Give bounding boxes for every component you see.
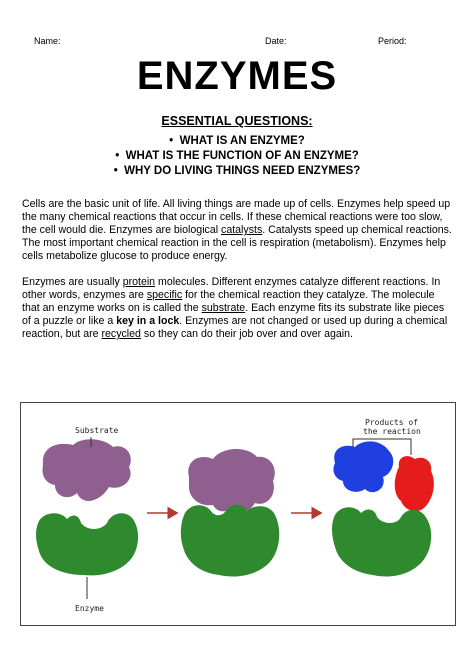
- substrate-bound-shape: [188, 449, 274, 512]
- substrate-label: Substrate: [75, 426, 119, 435]
- products-label-line2: the reaction: [363, 427, 421, 436]
- intro-paragraph: [22, 198, 454, 263]
- text-run: . Each enzyme fits its substrate like pieces of a puzzle or like a: [22, 302, 445, 328]
- term-specific: specific: [146, 289, 183, 302]
- text-run: Cells are the basic unit of life. All living things are made up of cells. Enzymes help speed up the many chemical reactions that occur in cells. If these chemical reactions were too slow, the cell would die. Enzymes are biological: [22, 198, 451, 237]
- essential-questions-heading: ESSENTIAL QUESTIONS:: [161, 114, 313, 128]
- enzyme-released-shape: [332, 507, 431, 576]
- text-run: . Enzymes are not changed or used up during a chemical reaction, but are: [22, 315, 448, 341]
- term-recycled: recycled: [101, 328, 141, 341]
- enzyme-label: Enzyme: [75, 604, 104, 613]
- product-red-shape: [395, 456, 434, 511]
- text-run: so they can do their job over and over again.: [140, 328, 353, 341]
- essential-questions-list: [0, 134, 474, 179]
- products-label-line1: Products of: [365, 418, 418, 427]
- substrate-shape: [43, 439, 131, 501]
- text-run: . Catalysts speed up chemical reactions. The most important chemical reaction in the cell is respiration (metabolism). Enzymes help cells metabolize glucose to produce energy.: [22, 224, 452, 263]
- enzyme-complex-shape: [181, 505, 279, 577]
- date-label: Date:: [265, 36, 287, 46]
- essential-question-item: • WHAT IS AN ENZYME?: [0, 134, 474, 149]
- name-label: Name:: [34, 36, 61, 46]
- period-label: Period:: [378, 36, 407, 46]
- essential-question-item: • WHY DO LIVING THINGS NEED ENZYMES?: [0, 164, 474, 179]
- text-run: molecules. Different enzymes catalyze different reactions. In other words, enzymes are: [22, 276, 441, 302]
- page-title: ENZYMES: [136, 54, 338, 98]
- enzyme-paragraph: [22, 276, 454, 341]
- term-protein: protein: [122, 276, 156, 288]
- essential-question-item: • WHAT IS THE FUNCTION OF AN ENZYME?: [0, 149, 474, 164]
- text-run: for the chemical reaction they catalyze. The molecule that an enzyme works on is called the: [22, 289, 435, 315]
- enzyme-shape: [36, 513, 138, 575]
- term-substrate: substrate: [201, 302, 246, 315]
- lock-and-key-diagram: [20, 402, 456, 626]
- text-run: Enzymes are usually: [22, 276, 123, 288]
- term-key-in-a-lock: key in a lock: [116, 315, 180, 328]
- term-catalysts: catalysts: [221, 224, 263, 237]
- product-blue-shape: [333, 441, 393, 492]
